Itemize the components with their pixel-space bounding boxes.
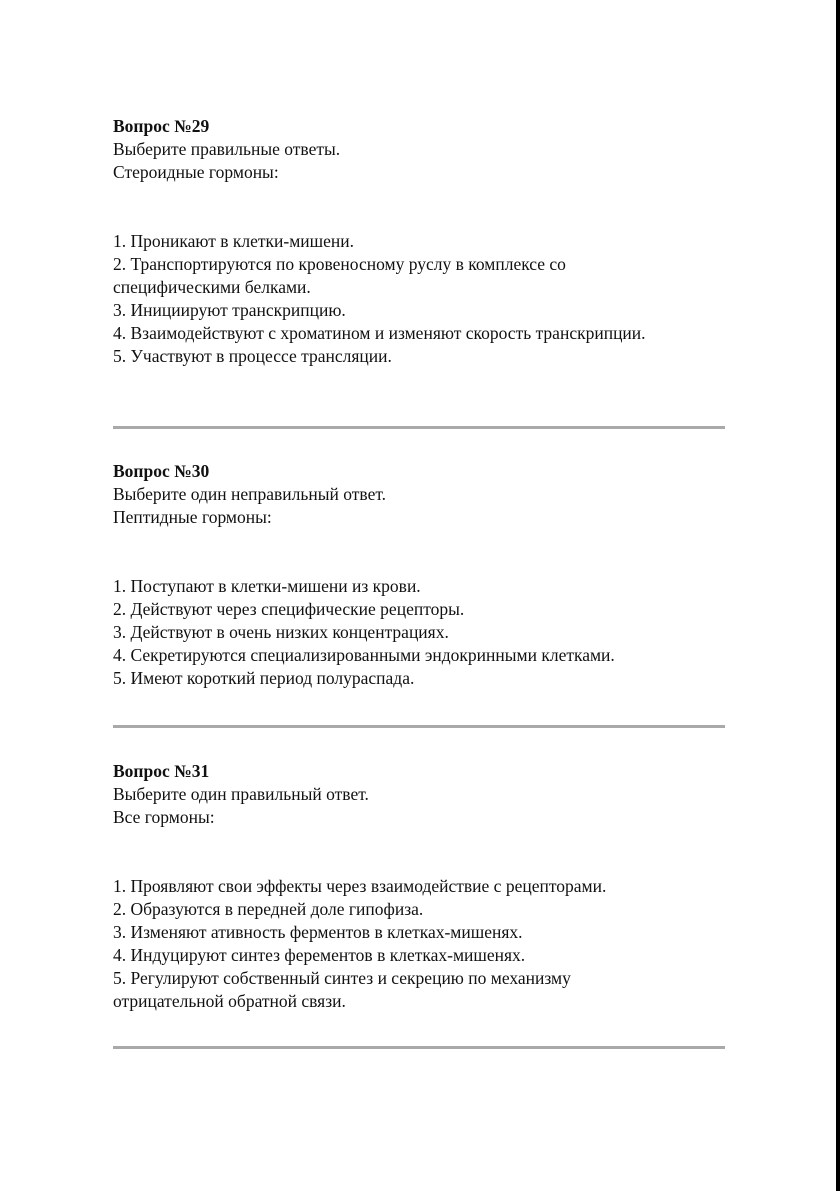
question-instruction: Выберите один неправильный ответ. xyxy=(113,484,387,504)
spacer xyxy=(113,529,713,575)
answer-options xyxy=(113,575,713,690)
answer-option[interactable]: 1. Поступают в клетки-мишени из крови. xyxy=(113,576,421,596)
question-instruction: Выберите один правильный ответ. xyxy=(113,784,369,804)
question-title: Вопрос №30 xyxy=(113,461,210,481)
answer-option[interactable]: 4. Секретируются специализированными эндокринными клетками. xyxy=(113,645,615,665)
question-title: Вопрос №31 xyxy=(113,761,210,781)
question-instruction: Выберите правильные ответы. xyxy=(113,139,341,159)
answer-option[interactable]: 2. Действуют через специфические рецепторы. xyxy=(113,599,465,619)
answer-options xyxy=(113,875,713,1013)
answer-option[interactable]: 5. Участвуют в процессе трансляции. xyxy=(113,346,392,366)
section-divider xyxy=(113,1046,725,1049)
answer-option[interactable]: 2. Транспортируются по кровеносному руслу в комплексе со специфическими белками. xyxy=(113,254,566,297)
question-31 xyxy=(113,760,713,1013)
answer-options xyxy=(113,230,673,368)
answer-option[interactable]: 4. Взаимодействуют с хроматином и изменяют скорость транскрипции. xyxy=(113,323,646,343)
question-29 xyxy=(113,115,673,368)
page-edge xyxy=(836,0,840,1191)
section-divider xyxy=(113,426,725,429)
question-30 xyxy=(113,460,713,690)
question-stem: Стероидные гормоны: xyxy=(113,162,279,182)
section-divider xyxy=(113,725,725,728)
answer-option[interactable]: 5. Регулируют собственный синтез и секрецию по механизму отрицательной обратной связи. xyxy=(113,968,571,1011)
answer-option[interactable]: 4. Индуцируют синтез ферементов в клетках-мишенях. xyxy=(113,945,526,965)
answer-option[interactable]: 1. Проявляют свои эффекты через взаимодействие с рецепторами. xyxy=(113,876,607,896)
answer-option[interactable]: 3. Действуют в очень низких концентрациях. xyxy=(113,622,449,642)
question-stem: Все гормоны: xyxy=(113,807,215,827)
question-stem: Пептидные гормоны: xyxy=(113,507,272,527)
answer-option[interactable]: 2. Образуются в передней доле гипофиза. xyxy=(113,899,424,919)
answer-option[interactable]: 5. Имеют короткий период полураспада. xyxy=(113,668,415,688)
answer-option[interactable]: 3. Инициируют транскрипцию. xyxy=(113,300,346,320)
spacer xyxy=(113,829,713,875)
question-title: Вопрос №29 xyxy=(113,116,210,136)
spacer xyxy=(113,184,673,230)
answer-option[interactable]: 1. Проникают в клетки-мишени. xyxy=(113,231,355,251)
answer-option[interactable]: 3. Изменяют ативность ферментов в клетках-мишенях. xyxy=(113,922,523,942)
